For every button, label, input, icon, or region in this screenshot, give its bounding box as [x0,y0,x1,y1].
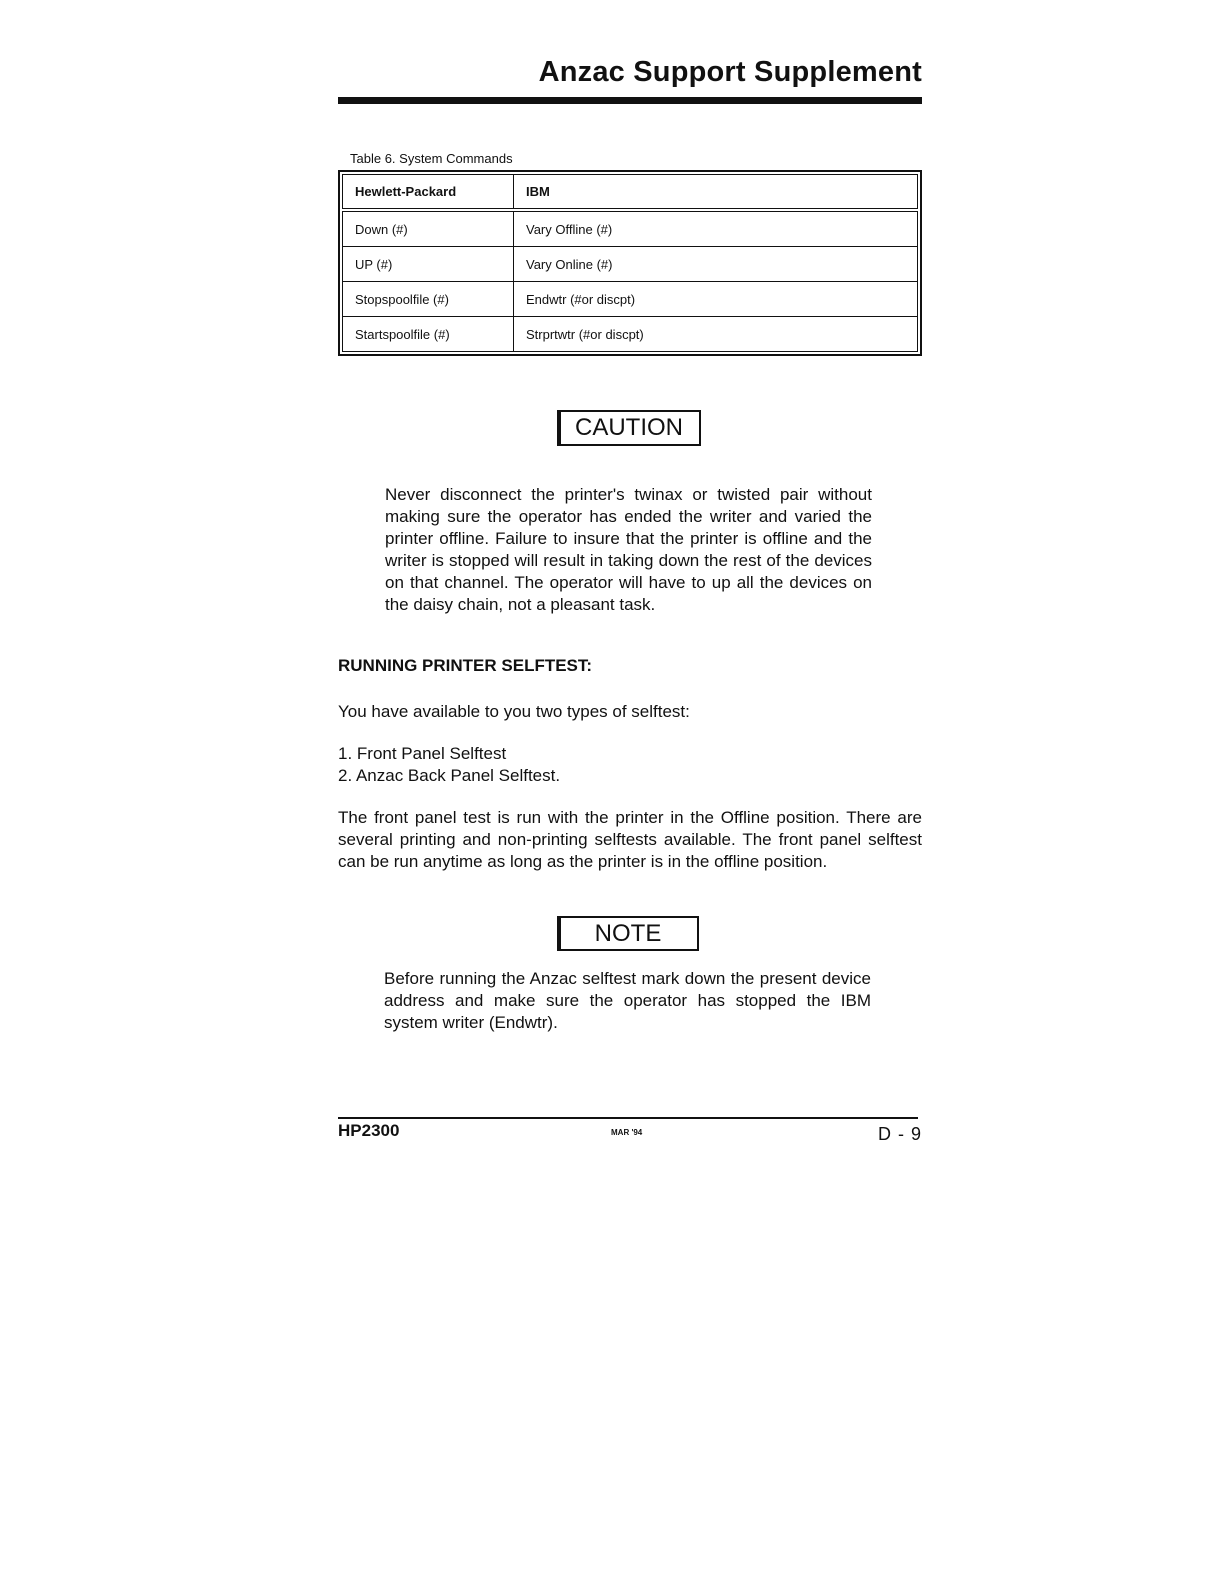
hp-command: UP (#) [343,247,514,282]
note-label: NOTE [557,916,699,951]
table-row [343,247,918,282]
table-caption: Table 6. System Commands [350,151,513,166]
table-row [343,317,918,352]
page-title: Anzac Support Supplement [538,56,922,88]
ibm-command: Vary Online (#) [514,247,918,282]
caution-label: CAUTION [557,410,701,446]
caution-text: Never disconnect the printer's twinax or twisted pair without making sure the operator has ended the writer and varied the printer offline. Failure to insure that the printer is offline and the writer is stopped will result in taking down the rest of the devices on that channel. The operator will have to up all the devices on the daisy chain, not a pleasant task. [385,485,872,614]
selftest-list [338,743,560,787]
hp-command: Startspoolfile (#) [343,317,514,352]
list-item: 2. Anzac Back Panel Selftest. [338,766,561,785]
selftest-intro: You have available to you two types of selftest: [338,702,690,721]
table-row [343,282,918,317]
footer-page-number: D - 9 [878,1124,923,1144]
header-ibm: IBM [514,175,918,211]
table-header-row [343,175,918,211]
ibm-command: Strprtwtr (#or discpt) [514,317,918,352]
system-commands-table [338,170,922,356]
header-hewlett-packard: Hewlett-Packard [343,175,514,211]
list-item: 1. Front Panel Selftest [338,744,507,763]
footer-model: HP2300 [338,1121,400,1140]
ibm-command: Vary Offline (#) [514,210,918,247]
selftest-heading: RUNNING PRINTER SELFTEST: [338,656,593,675]
hp-command: Down (#) [343,210,514,247]
ibm-command: Endwtr (#or discpt) [514,282,918,317]
table-row [343,210,918,247]
hp-command: Stopspoolfile (#) [343,282,514,317]
footer-rule [338,1117,918,1119]
footer-date: MAR '94 [611,1128,643,1137]
note-text: Before running the Anzac selftest mark down the present device address and make sure the operator has stopped the IBM system writer (Endwtr). [384,969,871,1032]
front-panel-paragraph: The front panel test is run with the printer in the Offline position. There are several printing and non-printing selftests available. The front panel selftest can be run anytime as long as the printer is in the offline position. [338,808,922,871]
header-rule [338,97,922,104]
